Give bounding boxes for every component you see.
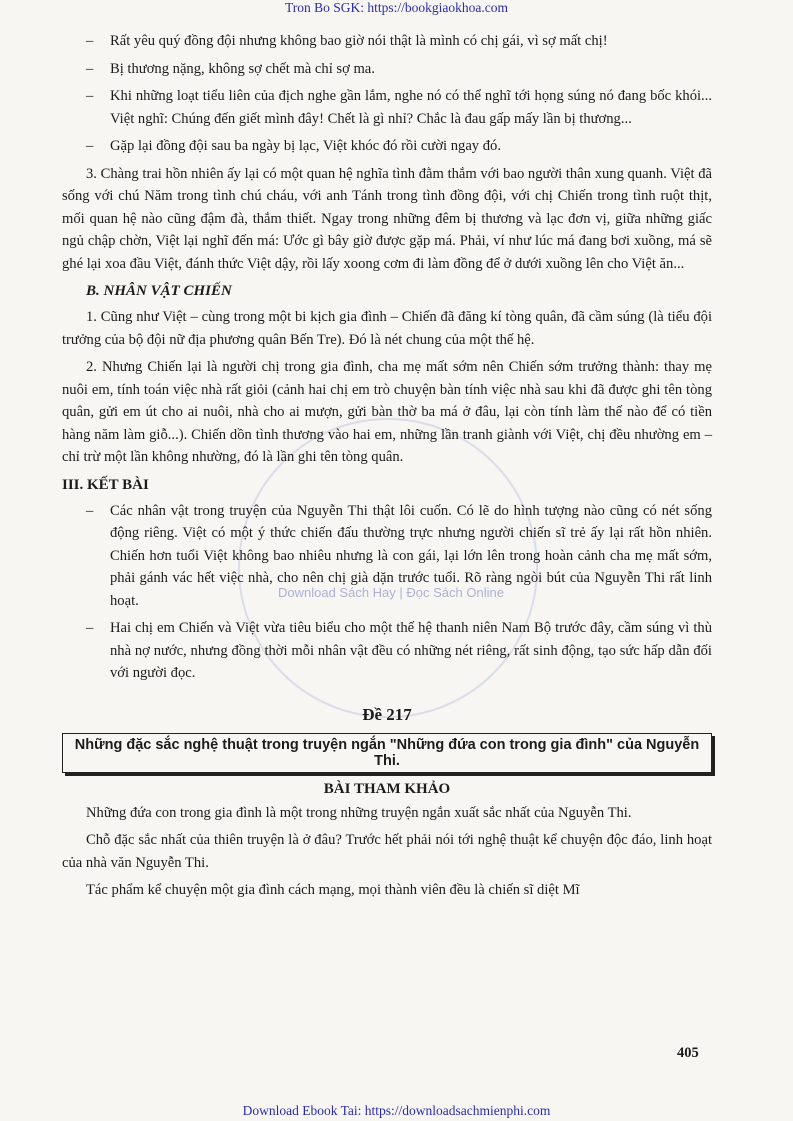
watermark-text: Download Sách Hay | Đọc Sách Online xyxy=(278,585,504,600)
page-header[interactable]: Tron Bo SGK: https://bookgiaokhoa.com xyxy=(284,0,508,15)
page-number: 405 xyxy=(677,1045,699,1061)
section-heading: III. KẾT BÀI xyxy=(62,476,149,493)
exercise-number: Đề 217 xyxy=(362,704,412,724)
section-heading: B. NHÂN VẬT CHIẾN xyxy=(86,283,232,299)
paragraph: – Các nhân vật trong truyện của Nguyễn Thi thật lôi cuốn. Có lẽ do hình tượng nào cũng có nét sống động riêng. Việt có một ý thức chiến đấu thường trực nhưng người chiến sĩ trẻ ấy lại rất hồn nhiên. Chiến hơn tuổi Việt không bao nhiêu nhưng là con gái, lại lớn lên trong hoàn cảnh cha mẹ mất sớm, phải gánh vác hết việc nhà, cho nên chị già dặn trước tuổi. Rõ ràng ngòi bút của Nguyễn Thi rất linh hoạt. xyxy=(86,502,712,609)
paragraph: – Hai chị em Chiến và Việt vừa tiêu biểu cho một thế hệ thanh niên Nam Bộ trước đây, cầm súng vì thù nhà nợ nước, nhưng đồng thời mỗi nhân vật đều có những nét riêng, rất sinh động, tạo sức hấp dẫn đối với người đọc. xyxy=(86,620,712,681)
page-body xyxy=(62,30,712,907)
paragraph: – Rất yêu quý đồng đội nhưng không bao giờ nói thật là mình có chị gái, vì sợ mất chị! xyxy=(86,33,608,49)
paragraph: 3. Chàng trai hồn nhiên ấy lại có một quan hệ nghĩa tình đằm thắm với bao người thân xung quanh. Việt đã sống với chú Năm trong tình chú cháu, với anh Tánh trong tình đồng đội, với chị Chiến trong tình ruột thịt, mối quan hệ nào cũng đậm đà, thắm thiết. Ngay trong những đêm bị thương và lạc đơn vị, giữa những giấc ngủ chập chờn, Việt lại nghĩ đến má: Ước gì bây giờ được gặp má. Phải, ví như lúc má đang bơi xuồng, má sẽ ghé lại xoa đầu Việt, đánh thức Việt dậy, rồi lấy xoong cơm đi làm đồng để ở dưới xuồng lên cho Việt ăn... xyxy=(62,165,712,272)
paragraph: 2. Nhưng Chiến lại là người chị trong gia đình, cha mẹ mất sớm nên Chiến sớm trưởng thành: thay mẹ nuôi em, tính toán việc nhà rất giỏi (cảnh hai chị em trò chuyện bàn tính việc nhà sau khi đã được ghi tên tòng quân, gửi em út cho ai nuôi, nhà cho ai mượn, gửi bàn thờ ba má ở đâu, lại còn tính làm thế nào để có tiền hàng năm làm giỗ...). Chiến dồn tình thương vào hai em, những lần tranh giành với Việt, chị đều nhường em – chỉ trừ một lần không nhường, đó là lần ghi tên tòng quân. xyxy=(62,359,712,465)
paragraph: Những đứa con trong gia đình là một trong những truyện ngắn xuất sắc nhất của Nguyễn Thi. xyxy=(86,804,632,821)
paragraph: 1. Cũng như Việt – cùng trong một bi kịch gia đình – Chiến đã đăng kí tòng quân, đã cầm súng (là tiểu đội trưởng của bộ đội nữ địa phương quân Bến Tre). Đó là nét chung của một thế hệ. xyxy=(62,309,712,348)
paragraph: – Gặp lại đồng đội sau ba ngày bị lạc, Việt khóc đó rồi cười ngay đó. xyxy=(86,138,501,154)
paragraph: – Khi những loạt tiểu liên của địch nghe gần lắm, nghe nó có thể nghĩ tới họng súng nó đang bốc khói... Việt nghĩ: Chúng đến giết mình đây! Chết là gì nhỉ? Chắc là đau gấp mấy lần bị thương... xyxy=(86,88,712,127)
paragraph: Tác phẩm kể chuyện một gia đình cách mạng, mọi thành viên đều là chiến sĩ diệt Mĩ xyxy=(86,882,580,898)
page-footer[interactable]: Download Ebook Tai: https://downloadsachmienphi.com xyxy=(242,1103,551,1118)
exercise-topic-box: Những đặc sắc nghệ thuật trong truyện ngắn "Những đứa con trong gia đình" của Nguyễn Thi. xyxy=(62,733,712,773)
paragraph: – Bị thương nặng, không sợ chết mà chỉ sợ ma. xyxy=(86,60,375,77)
reference-heading: BÀI THAM KHẢO xyxy=(323,780,451,797)
paragraph: Chỗ đặc sắc nhất của thiên truyện là ở đâu? Trước hết phải nói tới nghệ thuật kể chuyện độc đáo, linh hoạt của nhà văn Nguyễn Thi. xyxy=(62,832,712,871)
